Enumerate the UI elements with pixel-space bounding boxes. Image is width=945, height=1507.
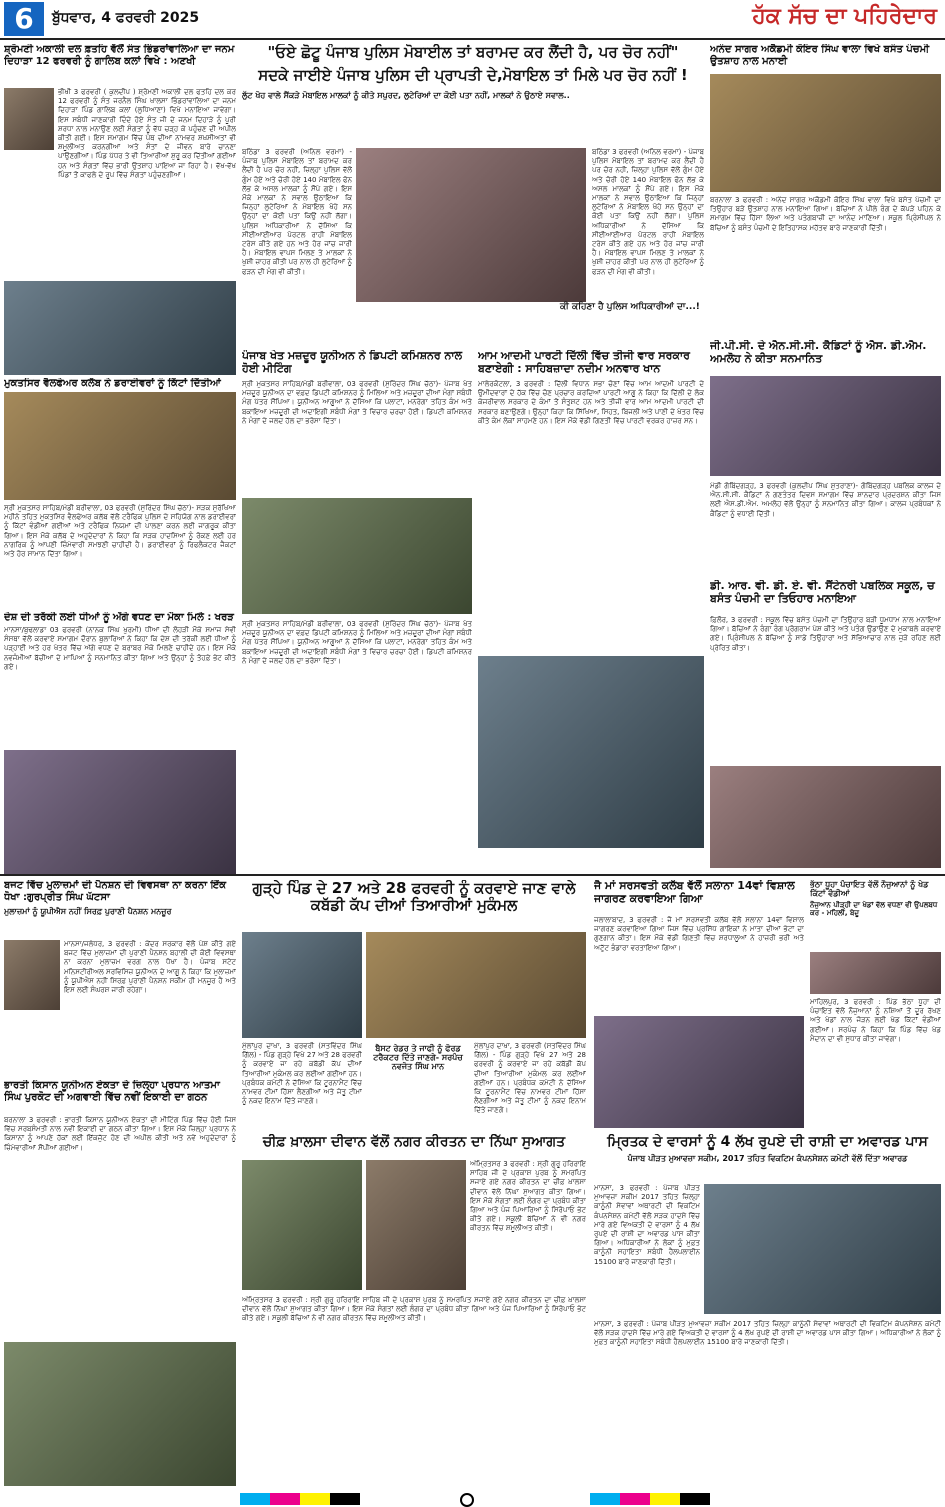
article-mobile: [242, 44, 704, 342]
article-jagran: [594, 880, 804, 1130]
article-aap: [478, 350, 704, 850]
article-photo: [4, 1342, 236, 1486]
headline: ਭਾਰਤੀ ਕਿਸਾਨ ਯੂਨੀਅਨ ਏਕਤਾ ਦੇ ਜ਼ਿਲ੍ਹਾ ਪ੍ਰਧਾਨ ਆਤਮਾ ਸਿੰਘ ਪੁਰਕੋਟ ਦੀ ਅਗਵਾਈ ਵਿੱਚ ਨਵੀਂ ਇਕਾਈ ਦਾ ਗਠਨ: [4, 1080, 220, 1103]
pullquote: ਬੈਸਟ ਰੇਡਰ ਤੇ ਜਾਫੀ ਨੂੰ ਫੋਰਡ ਟਰੈਕਟਰ ਦਿੱਤੇ ਜਾਣਗੇ- ਸਰਪੰਚ ਨਵਜੋਤ ਸਿੰਘ ਮਾਨ: [373, 1044, 463, 1072]
article-body: ਮੰਡੀ ਗੋਬਿੰਦਗੜ੍ਹ, 3 ਫਰਵਰੀ (ਕੁਲਦੀਪ ਸਿੰਘ ਸ਼ੁਤਰਾਣਾ)- ਗੋਬਿੰਦਗੜ੍ਹ ਪਬਲਿਕ ਕਾਲਜ ਦੇ ਐਨ.ਸੀ.ਸੀ. ਕੈਡਿਟਾਂ ਨੇ ਗਣਤੰਤਰ ਦਿਵਸ ਸਮਾਗਮ ਵਿੱਚ ਸ਼ਾਨਦਾਰ ਪ੍ਰਦਰਸ਼ਨ ਕੀਤਾ ਜਿਸ ਲਈ ਐਸ.ਡੀ.ਐਮ. ਅਮਲੋਹ ਵੱਲੋਂ ਉਨ੍ਹਾਂ ਨੂੰ ਸਨਮਾਨਿਤ ਕੀਤਾ ਗਿਆ। ਕਾਲਜ ਪ੍ਰਬੰਧਕਾਂ ਨੇ ਕੈਡਿਟਾਂ ਨੂੰ ਵਧਾਈ ਦਿੱਤੀ।: [710, 482, 941, 518]
headline: ਗੁੜ੍ਹੇ ਪਿੰਡ ਦੇ 27 ਅਤੇ 28 ਫਰਵਰੀ ਨੂੰ ਕਰਵਾਏ ਜਾਣ ਵਾਲੇ ਕਬੱਡੀ ਕੱਪ ਦੀਆਂ ਤਿਆਰੀਆਂ ਮੁਕੰਮਲ: [252, 880, 576, 915]
article-body: ਭੀਖੀ 3 ਫਰਵਰੀ ( ਕੁਲਦੀਪ ) ਸ਼੍ਰੋਮਣੀ ਅਕਾਲੀ ਦਲ ਫਤਹਿ ਦਲ ਕਰ 12 ਫਰਵਰੀ ਨੂੰ ਸੰਤ ਜਰਨੈਲ ਸਿੰਘ ਖਾਲਸਾ ਭਿੰਡਰਾਂਵਾਲਿਆ ਦਾ ਜਨਮ ਦਿਹਾੜਾ ਪਿੰਡ ਗਾਲਿਬ ਕਲਾਂ (ਲੁਧਿਆਣਾ) ਵਿਖੇ ਮਨਾਇਆ ਜਾਵੇਗਾ। ਇਸ ਸਬੰਧੀ ਜਾਣਕਾਰੀ ਦਿੰਦੇ ਹੋਏ ਸੰਤ ਜੀ ਦੇ ਜਨਮ ਦਿਹਾੜੇ ਨੂੰ ਪੂਰੀ ਸ਼ਰਧਾ ਨਾਲ ਮਨਾਉਣ ਲਈ ਸੰਗਤਾਂ ਨੂੰ ਵੱਧ ਚੜ੍ਹ ਕੇ ਪਹੁੰਚਣ ਦੀ ਅਪੀਲ ਕੀਤੀ ਗਈ। ਇਸ ਸਮਾਗਮ ਵਿੱਚ ਪੰਥ ਦੀਆਂ ਨਾਮਵਰ ਸ਼ਖ਼ਸੀਅਤਾਂ ਵੀ ਸ਼ਮੂਲੀਅਤ ਕਰਨਗੀਆਂ ਅਤੇ ਸੰਤਾਂ ਦੇ ਜੀਵਨ ਬਾਰੇ ਚਾਨਣਾ ਪਾਉਣਗੀਆਂ। ਪਿੰਡ ਪੱਧਰ ਤੇ ਵੀ ਤਿਆਰੀਆਂ ਸ਼ੁਰੂ ਕਰ ਦਿੱਤੀਆਂ ਗਈਆਂ ਹਨ ਅਤੇ ਸੰਗਤਾਂ ਵਿੱਚ ਭਾਰੀ ਉਤਸ਼ਾਹ ਪਾਇਆ ਜਾ ਰਿਹਾ ਹੈ। ਵੱਖ-ਵੱਖ ਪਿੰਡਾਂ ਤੋਂ ਕਾਫਲੇ ਦੇ ਰੂਪ ਵਿੱਚ ਸੰਗਤਾਂ ਪਹੁੰਚਣਗੀਆਂ।: [58, 88, 236, 179]
article-photo: [242, 1160, 362, 1290]
headline: ਮੁਕਤਸਿਰ ਵੈਲਫੇਅਰ ਕਲੱਬ ਨੇ ਡਰਾਈਵਰਾਂ ਨੂੰ ਕਿੱਟਾਂ ਦਿੱਤੀਆਂ: [4, 378, 221, 389]
article-award: [594, 1134, 941, 1490]
article-body: ਮੁੱਲਾਂਪੁਰ ਦਾਖਾ, 3 ਫਰਵਰੀ (ਸਤਵਿੰਦਰ ਸਿੰਘ ਗਿੱਲ) - ਪਿੰਡ ਗੁੜ੍ਹੇ ਵਿਖੇ 27 ਅਤੇ 28 ਫਰਵਰੀ ਨੂੰ ਕਰਵਾਏ ਜਾ ਰਹੇ ਕਬੱਡੀ ਕੱਪ ਦੀਆਂ ਤਿਆਰੀਆਂ ਮੁਕੰਮਲ ਕਰ ਲਈਆਂ ਗਈਆਂ ਹਨ। ਪ੍ਰਬੰਧਕ ਕਮੇਟੀ ਨੇ ਦੱਸਿਆ ਕਿ ਟੂਰਨਾਮੈਂਟ ਵਿੱਚ ਨਾਮਵਰ ਟੀਮਾਂ ਹਿੱਸਾ ਲੈਣਗੀਆਂ ਅਤੇ ਜੇਤੂ ਟੀਮਾਂ ਨੂੰ ਨਕਦ ਇਨਾਮ ਦਿੱਤੇ ਜਾਣਗੇ।: [242, 1042, 362, 1106]
article-photo: [4, 750, 236, 876]
article-body: ਬਰਨਾਲਾ 3 ਫਰਵਰੀ : ਭਾਰਤੀ ਕਿਸਾਨ ਯੂਨੀਅਨ ਏਕਤਾ ਦੀ ਮੀਟਿੰਗ ਪਿੰਡ ਵਿੱਚ ਹੋਈ ਜਿਸ ਵਿੱਚ ਸਰਬਸੰਮਤੀ ਨਾਲ ਨਵੀਂ ਇਕਾਈ ਦਾ ਗਠਨ ਕੀਤਾ ਗਿਆ। ਇਸ ਮੌਕੇ ਜ਼ਿਲ੍ਹਾ ਪ੍ਰਧਾਨ ਨੇ ਕਿਸਾਨਾਂ ਨੂੰ ਆਪਣੇ ਹੱਕਾਂ ਲਈ ਇੱਕਜੁੱਟ ਹੋਣ ਦੀ ਅਪੀਲ ਕੀਤੀ ਅਤੇ ਨਵੇਂ ਅਹੁਦੇਦਾਰਾਂ ਨੂੰ ਜ਼ਿੰਮੇਵਾਰੀਆਂ ਸੌਂਪੀਆਂ ਗਈਆਂ।: [4, 1116, 236, 1152]
kicker: ਪੰਜਾਬ ਪੀੜਤ ਮੁਆਵਜ਼ਾ ਸਕੀਮ, 2017 ਤਹਿਤ ਵਿਕਟਿਮ ਕੰਪਨਸੇਸ਼ਨ ਕਮੇਟੀ ਵੱਲੋਂ ਦਿੱਤਾ ਅਵਾਰਡ: [627, 1154, 908, 1164]
page-number: 6: [4, 2, 44, 36]
article-photo: [478, 656, 704, 848]
article-bku: [4, 1080, 236, 1488]
article-dav: [710, 580, 941, 870]
article-photo: [710, 376, 941, 476]
article-body: ਫ਼ਿਲੌਰ, 3 ਫਰਵਰੀ : ਸਕੂਲ ਵਿੱਚ ਬਸੰਤ ਪੰਚਮੀ ਦਾ ਤਿਉਹਾਰ ਬੜੀ ਧੂਮਧਾਮ ਨਾਲ ਮਨਾਇਆ ਗਿਆ। ਬੱਚਿਆਂ ਨੇ ਰੰਗਾ ਰੰਗ ਪ੍ਰੋਗਰਾਮ ਪੇਸ਼ ਕੀਤੇ ਅਤੇ ਪਤੰਗ ਉਡਾਉਣ ਦੇ ਮੁਕਾਬਲੇ ਕਰਵਾਏ ਗਏ। ਪ੍ਰਿੰਸੀਪਲ ਨੇ ਬੱਚਿਆਂ ਨੂੰ ਸਾਡੇ ਤਿਉਹਾਰਾਂ ਅਤੇ ਸੱਭਿਆਚਾਰ ਨਾਲ ਜੁੜੇ ਰਹਿਣ ਲਈ ਪ੍ਰੇਰਿਤ ਕੀਤਾ।: [710, 616, 941, 652]
page-header: [0, 0, 945, 40]
article-photo: [4, 392, 236, 500]
registration-mark-icon: [460, 1493, 474, 1507]
article-photo: [810, 952, 941, 994]
article-body: ਬਰਨਾਲਾ 3 ਫਰਵਰੀ : ਅਨੰਦ ਸਾਗਰ ਅਕੈਡਮੀ ਕੋਇਰ ਸਿੰਘ ਵਾਲਾ ਵਿਖੇ ਬਸੰਤ ਪੰਚਮੀ ਦਾ ਤਿਉਹਾਰ ਬੜੇ ਉਤਸ਼ਾਹ ਨਾਲ ਮਨਾਇਆ ਗਿਆ। ਬੱਚਿਆਂ ਨੇ ਪੀਲੇ ਰੰਗ ਦੇ ਕੱਪੜੇ ਪਹਿਨ ਕੇ ਸਮਾਗਮ ਵਿੱਚ ਹਿੱਸਾ ਲਿਆ ਅਤੇ ਪਤੰਗਬਾਜ਼ੀ ਦਾ ਆਨੰਦ ਮਾਣਿਆ। ਸਕੂਲ ਪ੍ਰਿੰਸੀਪਲ ਨੇ ਬੱਚਿਆਂ ਨੂੰ ਬਸੰਤ ਪੰਚਮੀ ਦੇ ਇਤਿਹਾਸਕ ਮਹੱਤਵ ਬਾਰੇ ਜਾਣਕਾਰੀ ਦਿੱਤੀ।: [710, 196, 941, 232]
article-photo: [4, 281, 236, 375]
headline: ਪੰਜਾਬ ਖੇਤ ਮਜ਼ਦੂਰ ਯੂਨੀਅਨ ਨੇ ਡਿਪਟੀ ਕਮਿਸ਼ਨਰ ਨਾਲ ਹੋਈ ਮੀਟਿੰਗ: [242, 350, 462, 375]
headline-secondary: ਸਦਕੇ ਜਾਈਏ ਪੰਜਾਬ ਪੁਲਿਸ ਦੀ ਪ੍ਰਾਪਤੀ ਦੇ,ਮੋਬਾਇਲ ਤਾਂ ਮਿਲੇ ਪਰ ਚੋਰ ਨਹੀਂ !: [258, 66, 688, 85]
article-body: ਮਾਹਿਲਪੁਰ, 3 ਫਰਵਰੀ : ਪਿੰਡ ਭੱਠਾ ਧੂਹਾ ਦੀ ਪੰਚਾਇਤ ਵੱਲੋਂ ਨੌਜੁਆਨਾਂ ਨੂੰ ਨਸ਼ਿਆਂ ਤੋਂ ਦੂਰ ਰੱਖਣ ਅਤੇ ਖੇਡਾਂ ਨਾਲ ਜੋੜਨ ਲਈ ਖੇਡ ਕਿੱਟਾਂ ਵੰਡੀਆਂ ਗਈਆਂ। ਸਰਪੰਚ ਨੇ ਕਿਹਾ ਕਿ ਪਿੰਡ ਵਿੱਚ ਖੇਡ ਮੈਦਾਨ ਦਾ ਵੀ ਸੁਧਾਰ ਕੀਤਾ ਜਾਵੇਗਾ।: [810, 998, 941, 1043]
article-photo: [710, 766, 941, 868]
headline: ਸ਼੍ਰੋਮਣੀ ਅਕਾਲੀ ਦਲ ਫ਼ਤਹਿ ਵੱਲੋਂ ਸੰਤ ਭਿੰਡਰਾਂਵਾਲਿਆ ਦਾ ਜਨਮ ਦਿਹਾੜਾ 12 ਫਰਵਰੀ ਨੂੰ ਗਾਲਿਬ ਕਲਾਂ ਵਿਖੇ : ਅਣਖੀ: [4, 44, 235, 67]
article-body-continued: ਮਾਨਸਾ, 3 ਫਰਵਰੀ : ਪੰਜਾਬ ਪੀੜਤ ਮੁਆਵਜ਼ਾ ਸਕੀਮ 2017 ਤਹਿਤ ਜ਼ਿਲ੍ਹਾ ਕਾਨੂੰਨੀ ਸੇਵਾਵਾਂ ਅਥਾਰਟੀ ਦੀ ਵਿਕਟਿਮ ਕੰਪਨਸੇਸ਼ਨ ਕਮੇਟੀ ਵੱਲੋਂ ਸੜਕ ਹਾਦਸੇ ਵਿੱਚ ਮਾਰੇ ਗਏ ਵਿਅਕਤੀ ਦੇ ਵਾਰਸਾਂ ਨੂੰ 4 ਲੱਖ ਰੁਪਏ ਦੀ ਰਾਸ਼ੀ ਦਾ ਅਵਾਰਡ ਪਾਸ ਕੀਤਾ ਗਿਆ। ਅਧਿਕਾਰੀਆਂ ਨੇ ਲੋਕਾਂ ਨੂੰ ਮੁਫ਼ਤ ਕਾਨੂੰਨੀ ਸਹਾਇਤਾ ਸਬੰਧੀ ਹੈਲਪਲਾਈਨ 15100 ਬਾਰੇ ਜਾਣਕਾਰੀ ਦਿੱਤੀ।: [594, 1320, 941, 1347]
print-color-bar-left: [240, 1493, 360, 1505]
article-body: ਸ੍ਰੀ ਮੁਕਤਸਰ ਸਾਹਿਬ/ਮੰਡੀ ਬਰੀਵਾਲਾ, 03 ਫਰਵਰੀ (ਸੁਰਿੰਦਰ ਸਿੰਘ ਚੱਠਾ)- ਸੜਕ ਸੁਰੱਖਿਆ ਮਹੀਨੇ ਤਹਿਤ ਮੁਕਤਸਿਰ ਵੈਲਫੇਅਰ ਕਲੱਬ ਵੱਲੋਂ ਟਰੈਫਿਕ ਪੁਲਿਸ ਦੇ ਸਹਿਯੋਗ ਨਾਲ ਡਰਾਈਵਰਾਂ ਨੂੰ ਕਿੱਟਾਂ ਵੰਡੀਆਂ ਗਈਆਂ ਅਤੇ ਟਰੈਫਿਕ ਨਿਯਮਾਂ ਦੀ ਪਾਲਣਾ ਕਰਨ ਲਈ ਜਾਗਰੂਕ ਕੀਤਾ ਗਿਆ। ਇਸ ਮੌਕੇ ਕਲੱਬ ਦੇ ਅਹੁਦੇਦਾਰਾਂ ਨੇ ਕਿਹਾ ਕਿ ਸੜਕ ਹਾਦਸਿਆਂ ਨੂੰ ਰੋਕਣ ਲਈ ਹਰ ਨਾਗਰਿਕ ਨੂੰ ਆਪਣੀ ਜ਼ਿੰਮੇਵਾਰੀ ਸਮਝਣੀ ਚਾਹੀਦੀ ਹੈ। ਡਰਾਈਵਰਾਂ ਨੂੰ ਰਿਫਲੈਕਟਰ ਜੈਕਟਾਂ ਅਤੇ ਹੋਰ ਸਾਮਾਨ ਦਿੱਤਾ ਗਿਆ।: [4, 504, 236, 559]
article-photo: [366, 1160, 466, 1290]
print-color-bar-right: [590, 1493, 710, 1505]
article-photo: [594, 1016, 804, 1128]
article-nagar: [242, 1134, 586, 1490]
article-body: ਮਾਨਸਾ, 3 ਫਰਵਰੀ : ਪੰਜਾਬ ਪੀੜਤ ਮੁਆਵਜ਼ਾ ਸਕੀਮ 2017 ਤਹਿਤ ਜ਼ਿਲ੍ਹਾ ਕਾਨੂੰਨੀ ਸੇਵਾਵਾਂ ਅਥਾਰਟੀ ਦੀ ਵਿਕਟਿਮ ਕੰਪਨਸੇਸ਼ਨ ਕਮੇਟੀ ਵੱਲੋਂ ਸੜਕ ਹਾਦਸੇ ਵਿੱਚ ਮਾਰੇ ਗਏ ਵਿਅਕਤੀ ਦੇ ਵਾਰਸਾਂ ਨੂੰ 4 ਲੱਖ ਰੁਪਏ ਦੀ ਰਾਸ਼ੀ ਦਾ ਅਵਾਰਡ ਪਾਸ ਕੀਤਾ ਗਿਆ। ਅਧਿਕਾਰੀਆਂ ਨੇ ਲੋਕਾਂ ਨੂੰ ਮੁਫ਼ਤ ਕਾਨੂੰਨੀ ਸਹਾਇਤਾ ਸਬੰਧੀ ਹੈਲਪਲਾਈਨ 15100 ਬਾਰੇ ਜਾਣਕਾਰੀ ਦਿੱਤੀ।: [594, 1184, 700, 1266]
article-anand: [710, 44, 941, 336]
subheadline: ਮੁਲਾਜ਼ਮਾਂ ਨੂੰ ਯੂਪੀਐਸ ਨਹੀਂ ਸਿਰਫ਼ ਪੁਰਾਣੀ ਪੈਨਸ਼ਨ ਮਨਜ਼ੂਰ: [4, 907, 172, 916]
article-body: ਅੰਮ੍ਰਿਤਸਰ 3 ਫਰਵਰੀ : ਸ੍ਰੀ ਗੁਰੂ ਹਰਿਰਾਇ ਸਾਹਿਬ ਜੀ ਦੇ ਪ੍ਰਕਾਸ਼ ਪੁਰਬ ਨੂੰ ਸਮਰਪਿਤ ਸਜਾਏ ਗਏ ਨਗਰ ਕੀਰਤਨ ਦਾ ਚੀਫ਼ ਖ਼ਾਲਸਾ ਦੀਵਾਨ ਵੱਲੋਂ ਨਿੱਘਾ ਸੁਆਗਤ ਕੀਤਾ ਗਿਆ। ਇਸ ਮੌਕੇ ਸੰਗਤਾਂ ਲਈ ਲੰਗਰ ਦਾ ਪ੍ਰਬੰਧ ਕੀਤਾ ਗਿਆ ਅਤੇ ਪੰਜ ਪਿਆਰਿਆਂ ਨੂੰ ਸਿਰੋਪਾਓ ਭੇਟ ਕੀਤੇ ਗਏ। ਸਕੂਲੀ ਬੱਚਿਆਂ ਨੇ ਵੀ ਨਗਰ ਕੀਰਤਨ ਵਿੱਚ ਸ਼ਮੂਲੀਅਤ ਕੀਤੀ।: [470, 1160, 586, 1233]
kicker: ਨੌਜੁਆਨ ਪੀੜ੍ਹੀ ਦਾ ਖੇਡਾਂ ਵੱਲ ਵਧਣਾ ਵੀ ਉਪਲਬਧ ਕਰ - ਮਹਿਲੀ, ਬੇਦੂ: [810, 901, 938, 918]
header-rule: [0, 38, 945, 40]
article-body-continued: ਬਠਿੰਡਾ 3 ਫਰਵਰੀ (ਅਨਿਲ ਵਰਮਾ) - ਪੰਜਾਬ ਪੁਲਿਸ ਮੋਬਾਇਲ ਤਾਂ ਬਰਾਮਦ ਕਰ ਲੈਂਦੀ ਹੈ ਪਰ ਚੋਰ ਨਹੀਂ, ਜ਼ਿਲ੍ਹਾ ਪੁਲਿਸ ਵੱਲੋਂ ਗੁੰਮ ਹੋਏ ਅਤੇ ਚੋਰੀ ਹੋਏ 140 ਮੋਬਾਇਲ ਫੋਨ ਲੱਭ ਕੇ ਅਸਲ ਮਾਲਕਾਂ ਨੂੰ ਸੌਂਪੇ ਗਏ। ਇਸ ਮੌਕੇ ਮਾਲਕਾਂ ਨੇ ਸਵਾਲ ਉਠਾਇਆ ਕਿ ਜਿਨ੍ਹਾਂ ਲੁਟੇਰਿਆਂ ਨੇ ਮੋਬਾਇਲ ਖੋਹੇ ਸਨ ਉਨ੍ਹਾਂ ਦਾ ਕੋਈ ਪਤਾ ਕਿਉਂ ਨਹੀਂ ਲੱਗਾ। ਪੁਲਿਸ ਅਧਿਕਾਰੀਆਂ ਨੇ ਦੱਸਿਆ ਕਿ ਸੀਈਆਈਆਰ ਪੋਰਟਲ ਰਾਹੀਂ ਮੋਬਾਇਲ ਟਰੇਸ ਕੀਤੇ ਗਏ ਹਨ ਅਤੇ ਹੋਰ ਜਾਂਚ ਜਾਰੀ ਹੈ। ਮੋਬਾਇਲ ਵਾਪਸ ਮਿਲਣ ਤੇ ਮਾਲਕਾਂ ਨੇ ਖੁਸ਼ੀ ਜ਼ਾਹਰ ਕੀਤੀ ਪਰ ਨਾਲ ਹੀ ਲੁਟੇਰਿਆਂ ਨੂੰ ਫੜਨ ਦੀ ਮੰਗ ਵੀ ਕੀਤੀ।: [592, 148, 704, 276]
article-body-continued: ਸ੍ਰੀ ਮੁਕਤਸਰ ਸਾਹਿਬ/ਮੰਡੀ ਬਰੀਵਾਲਾ, 03 ਫਰਵਰੀ (ਸੁਰਿੰਦਰ ਸਿੰਘ ਚੱਠਾ)- ਪੰਜਾਬ ਖੇਤ ਮਜ਼ਦੂਰ ਯੂਨੀਅਨ ਦਾ ਵਫ਼ਦ ਡਿਪਟੀ ਕਮਿਸ਼ਨਰ ਨੂੰ ਮਿਲਿਆ ਅਤੇ ਮਜ਼ਦੂਰਾਂ ਦੀਆਂ ਮੰਗਾਂ ਸਬੰਧੀ ਮੰਗ ਪੱਤਰ ਸੌਂਪਿਆ। ਯੂਨੀਅਨ ਆਗੂਆਂ ਨੇ ਦੱਸਿਆ ਕਿ ਪਲਾਟਾਂ, ਮਨਰੇਗਾ ਤਹਿਤ ਕੰਮ ਅਤੇ ਬਕਾਇਆ ਮਜ਼ਦੂਰੀ ਦੀ ਅਦਾਇਗੀ ਸਬੰਧੀ ਮੰਗਾਂ ਤੇ ਵਿਚਾਰ ਚਰਚਾ ਹੋਈ। ਡਿਪਟੀ ਕਮਿਸ਼ਨਰ ਨੇ ਮੰਗਾਂ ਦੇ ਜਲਦ ਹੱਲ ਦਾ ਭਰੋਸਾ ਦਿੱਤਾ।: [242, 620, 472, 665]
headline: ਮ੍ਰਿਤਕ ਦੇ ਵਾਰਸਾਂ ਨੂੰ 4 ਲੱਖ ਰੁਪਏ ਦੀ ਰਾਸ਼ੀ ਦਾ ਅਵਾਰਡ ਪਾਸ: [607, 1134, 928, 1150]
section-rule: [0, 874, 945, 876]
article-muktsar: [4, 378, 236, 606]
kicker: ਲੁੱਟ ਖੋਹ ਵਾਲੇ ਸੈਂਕੜੇ ਮੋਬਾਇਲ ਮਾਲਕਾਂ ਨੂੰ ਕੀਤੇ ਸਪੁਰਦ, ਲੁਟੇਰਿਆਂ ਦਾ ਕੋਈ ਪਤਾ ਨਹੀਂ, ਮਾਲਕਾਂ ਨੇ ਉਠਾਏ ਸਵਾਲ..: [242, 90, 570, 100]
article-mazdoor: [242, 350, 472, 850]
headline: ਭੱਠਾ ਧੂਹਾ ਪੰਚਾਇਤ ਵੱਲੋਂ ਨੌਜੁਆਨਾਂ ਨੂੰ ਖੇਡ ਕਿੱਟਾਂ ਵੰਡੀਆਂ: [810, 880, 929, 899]
portrait-photo: [4, 940, 60, 1010]
article-gpc: [710, 340, 941, 576]
article-kharar: [4, 612, 236, 878]
headline: "ਓਏ ਛੋਟੂ ਪੰਜਾਬ ਪੁਲਿਸ ਮੋਬਾਈਲ ਤਾਂ ਬਰਾਮਦ ਕਰ ਲੈਂਦੀ ਹੈ, ਪਰ ਚੋਰ ਨਹੀਂ": [267, 44, 679, 61]
article-kabaddi: [242, 880, 586, 1128]
article-photo: [356, 148, 586, 302]
article-photo: [242, 498, 472, 614]
issue-date: ਬੁੱਧਵਾਰ, 4 ਫਰਵਰੀ 2025: [52, 10, 200, 26]
headline: ਜੈ ਮਾਂ ਸਰਸਵਤੀ ਕਲੱਬ ਵੱਲੋਂ ਸਲਾਨਾ 14ਵਾਂ ਵਿਸ਼ਾਲ ਜਾਗਰਣ ਕਰਵਾਇਆ ਗਿਆ: [594, 880, 795, 905]
article-photo: [242, 932, 362, 1038]
headline: ਡੀ. ਆਰ. ਵੀ. ਡੀ. ਏ. ਵੀ. ਸੈਂਟੇਨਰੀ ਪਬਲਿਕ ਸਕੂਲ, ਚ ਬਸੰਤ ਪੰਚਮੀ ਦਾ ਤਿਓਹਾਰ ਮਨਾਇਆ: [710, 580, 935, 605]
article-body-continued: ਮੁੱਲਾਂਪੁਰ ਦਾਖਾ, 3 ਫਰਵਰੀ (ਸਤਵਿੰਦਰ ਸਿੰਘ ਗਿੱਲ) - ਪਿੰਡ ਗੁੜ੍ਹੇ ਵਿਖੇ 27 ਅਤੇ 28 ਫਰਵਰੀ ਨੂੰ ਕਰਵਾਏ ਜਾ ਰਹੇ ਕਬੱਡੀ ਕੱਪ ਦੀਆਂ ਤਿਆਰੀਆਂ ਮੁਕੰਮਲ ਕਰ ਲਈਆਂ ਗਈਆਂ ਹਨ। ਪ੍ਰਬੰਧਕ ਕਮੇਟੀ ਨੇ ਦੱਸਿਆ ਕਿ ਟੂਰਨਾਮੈਂਟ ਵਿੱਚ ਨਾਮਵਰ ਟੀਮਾਂ ਹਿੱਸਾ ਲੈਣਗੀਆਂ ਅਤੇ ਜੇਤੂ ਟੀਮਾਂ ਨੂੰ ਨਕਦ ਇਨਾਮ ਦਿੱਤੇ ਜਾਣਗੇ।: [474, 1042, 586, 1115]
article-body-continued: ਅੰਮ੍ਰਿਤਸਰ 3 ਫਰਵਰੀ : ਸ੍ਰੀ ਗੁਰੂ ਹਰਿਰਾਇ ਸਾਹਿਬ ਜੀ ਦੇ ਪ੍ਰਕਾਸ਼ ਪੁਰਬ ਨੂੰ ਸਮਰਪਿਤ ਸਜਾਏ ਗਏ ਨਗਰ ਕੀਰਤਨ ਦਾ ਚੀਫ਼ ਖ਼ਾਲਸਾ ਦੀਵਾਨ ਵੱਲੋਂ ਨਿੱਘਾ ਸੁਆਗਤ ਕੀਤਾ ਗਿਆ। ਇਸ ਮੌਕੇ ਸੰਗਤਾਂ ਲਈ ਲੰਗਰ ਦਾ ਪ੍ਰਬੰਧ ਕੀਤਾ ਗਿਆ ਅਤੇ ਪੰਜ ਪਿਆਰਿਆਂ ਨੂੰ ਸਿਰੋਪਾਓ ਭੇਟ ਕੀਤੇ ਗਏ। ਸਕੂਲੀ ਬੱਚਿਆਂ ਨੇ ਵੀ ਨਗਰ ਕੀਰਤਨ ਵਿੱਚ ਸ਼ਮੂਲੀਅਤ ਕੀਤੀ।: [242, 1296, 586, 1323]
article-body: ਮਾਨਸਾ/ਬੁਢਲਾਡਾ 03 ਫਰਵਰੀ (ਨਾਨਕ ਸਿੰਘ ਖੁਰਮੀ) ਧੀਆਂ ਦੀ ਲੋਹੜੀ ਮੌਕੇ ਸਮਾਜ ਸੇਵੀ ਸੰਸਥਾ ਵੱਲੋਂ ਕਰਵਾਏ ਸਮਾਗਮ ਦੌਰਾਨ ਬੁਲਾਰਿਆਂ ਨੇ ਕਿਹਾ ਕਿ ਦੇਸ਼ ਦੀ ਤਰੱਕੀ ਲਈ ਧੀਆਂ ਨੂੰ ਪੜ੍ਹਾਈ ਅਤੇ ਹਰ ਖੇਤਰ ਵਿੱਚ ਅੱਗੇ ਵਧਣ ਦੇ ਬਰਾਬਰ ਮੌਕੇ ਮਿਲਣੇ ਚਾਹੀਦੇ ਹਨ। ਇਸ ਮੌਕੇ ਨਵਜੰਮੀਆਂ ਬੱਚੀਆਂ ਦੇ ਮਾਪਿਆਂ ਨੂੰ ਸਨਮਾਨਿਤ ਕੀਤਾ ਗਿਆ ਅਤੇ ਉਨ੍ਹਾਂ ਨੂੰ ਤੋਹਫ਼ੇ ਭੇਟ ਕੀਤੇ ਗਏ।: [4, 626, 236, 671]
article-bhatha: [810, 880, 941, 1130]
headline: ਆਮ ਆਦਮੀ ਪਾਰਟੀ ਦਿੱਲੀ ਵਿੱਚ ਤੀਜੀ ਵਾਰ ਸਰਕਾਰ ਬਣਾਏਗੀ : ਸਾਹਿਬਜ਼ਾਦਾ ਨਦੀਮ ਅਨਵਾਰ ਖਾਨ: [478, 350, 690, 375]
article-body: ਮਾਨਸਾ/ਜਲੰਧਰ, 3 ਫਰਵਰੀ : ਕੇਂਦਰ ਸਰਕਾਰ ਵੱਲੋਂ ਪੇਸ਼ ਕੀਤੇ ਗਏ ਬਜਟ ਵਿੱਚ ਮੁਲਾਜ਼ਮਾਂ ਦੀ ਪੁਰਾਣੀ ਪੈਨਸ਼ਨ ਬਹਾਲੀ ਦੀ ਕੋਈ ਵਿਵਸਥਾ ਨਾ ਕਰਨਾ ਮੁਲਾਜ਼ਮ ਵਰਗ ਨਾਲ ਧੋਖਾ ਹੈ। ਪੰਜਾਬ ਸਟੇਟ ਮਨਿਸਟੀਰੀਅਲ ਸਰਵਿਸਿਜ਼ ਯੂਨੀਅਨ ਦੇ ਆਗੂ ਨੇ ਕਿਹਾ ਕਿ ਮੁਲਾਜ਼ਮਾਂ ਨੂੰ ਯੂਪੀਐਸ ਨਹੀਂ ਸਿਰਫ਼ ਪੁਰਾਣੀ ਪੈਨਸ਼ਨ ਸਕੀਮ ਹੀ ਮਨਜ਼ੂਰ ਹੈ ਅਤੇ ਇਸ ਲਈ ਸੰਘਰਸ਼ ਜਾਰੀ ਰਹੇਗਾ।: [64, 940, 236, 995]
article-shiromani: [4, 44, 236, 276]
headline: ਬਜਟ ਵਿੱਚ ਮੁਲਾਜ਼ਮਾਂ ਦੀ ਪੈਨਸ਼ਨ ਦੀ ਵਿਵਸਥਾ ਨਾ ਕਰਨਾ ਇੱਕ ਧੋਖਾ :ਗੁਰਪ੍ਰੀਤ ਸਿੰਘ ਘੱਟਸਾ: [4, 880, 227, 903]
headline: ਜੀ.ਪੀ.ਸੀ. ਦੇ ਐਨ.ਸੀ.ਸੀ. ਕੈਡਿਟਾਂ ਨੂੰ ਐਸ. ਡੀ.ਐਮ. ਅਮਲੋਹ ਨੇ ਕੀਤਾ ਸਨਮਾਨਿਤ: [710, 340, 927, 365]
headline: ਦੇਸ਼ ਦੀ ਤਰੱਕੀ ਲਈ ਧੀਆਂ ਨੂੰ ਅੱਗੇ ਵਧਣ ਦਾ ਮੌਕਾ ਮਿਲੇ : ਖਰੜ: [4, 612, 234, 623]
article-budget: [4, 880, 236, 1076]
subhead: ਕੀ ਕਹਿਣਾ ਹੈ ਪੁਲਿਸ ਅਧਿਕਾਰੀਆਂ ਦਾ...!: [560, 302, 700, 312]
headline: ਚੀਫ਼ ਖ਼ਾਲਸਾ ਦੀਵਾਨ ਵੱਲੋਂ ਨਗਰ ਕੀਰਤਨ ਦਾ ਨਿੱਘਾ ਸੁਆਗਤ: [262, 1134, 566, 1150]
masthead: ਹੱਕ ਸੱਚ ਦਾ ਪਹਿਰੇਦਾਰ: [752, 4, 937, 29]
article-body: ਮਾਲੇਰਕੋਟਲਾ, 3 ਫਰਵਰੀ : ਦਿੱਲੀ ਵਿਧਾਨ ਸਭਾ ਚੋਣਾਂ ਵਿੱਚ ਆਮ ਆਦਮੀ ਪਾਰਟੀ ਦੇ ਉਮੀਦਵਾਰਾਂ ਦੇ ਹੱਕ ਵਿੱਚ ਚੋਣ ਪ੍ਰਚਾਰ ਕਰਦਿਆਂ ਪਾਰਟੀ ਆਗੂ ਨੇ ਕਿਹਾ ਕਿ ਦਿੱਲੀ ਦੇ ਲੋਕ ਕੇਜਰੀਵਾਲ ਸਰਕਾਰ ਦੇ ਕੰਮਾਂ ਤੋਂ ਸੰਤੁਸ਼ਟ ਹਨ ਅਤੇ ਤੀਜੀ ਵਾਰ ਆਮ ਆਦਮੀ ਪਾਰਟੀ ਦੀ ਸਰਕਾਰ ਬਣਾਉਣਗੇ। ਉਨ੍ਹਾਂ ਕਿਹਾ ਕਿ ਸਿੱਖਿਆ, ਸਿਹਤ, ਬਿਜਲੀ ਅਤੇ ਪਾਣੀ ਦੇ ਖੇਤਰ ਵਿੱਚ ਕੀਤੇ ਕੰਮ ਲੋਕਾਂ ਸਾਹਮਣੇ ਹਨ। ਇਸ ਮੌਕੇ ਵੱਡੀ ਗਿਣਤੀ ਵਿੱਚ ਪਾਰਟੀ ਵਰਕਰ ਹਾਜ਼ਰ ਸਨ।: [478, 380, 704, 425]
article-body: ਬਠਿੰਡਾ 3 ਫਰਵਰੀ (ਅਨਿਲ ਵਰਮਾ) - ਪੰਜਾਬ ਪੁਲਿਸ ਮੋਬਾਇਲ ਤਾਂ ਬਰਾਮਦ ਕਰ ਲੈਂਦੀ ਹੈ ਪਰ ਚੋਰ ਨਹੀਂ, ਜ਼ਿਲ੍ਹਾ ਪੁਲਿਸ ਵੱਲੋਂ ਗੁੰਮ ਹੋਏ ਅਤੇ ਚੋਰੀ ਹੋਏ 140 ਮੋਬਾਇਲ ਫੋਨ ਲੱਭ ਕੇ ਅਸਲ ਮਾਲਕਾਂ ਨੂੰ ਸੌਂਪੇ ਗਏ। ਇਸ ਮੌਕੇ ਮਾਲਕਾਂ ਨੇ ਸਵਾਲ ਉਠਾਇਆ ਕਿ ਜਿਨ੍ਹਾਂ ਲੁਟੇਰਿਆਂ ਨੇ ਮੋਬਾਇਲ ਖੋਹੇ ਸਨ ਉਨ੍ਹਾਂ ਦਾ ਕੋਈ ਪਤਾ ਕਿਉਂ ਨਹੀਂ ਲੱਗਾ। ਪੁਲਿਸ ਅਧਿਕਾਰੀਆਂ ਨੇ ਦੱਸਿਆ ਕਿ ਸੀਈਆਈਆਰ ਪੋਰਟਲ ਰਾਹੀਂ ਮੋਬਾਇਲ ਟਰੇਸ ਕੀਤੇ ਗਏ ਹਨ ਅਤੇ ਹੋਰ ਜਾਂਚ ਜਾਰੀ ਹੈ। ਮੋਬਾਇਲ ਵਾਪਸ ਮਿਲਣ ਤੇ ਮਾਲਕਾਂ ਨੇ ਖੁਸ਼ੀ ਜ਼ਾਹਰ ਕੀਤੀ ਪਰ ਨਾਲ ਹੀ ਲੁਟੇਰਿਆਂ ਨੂੰ ਫੜਨ ਦੀ ਮੰਗ ਵੀ ਕੀਤੀ।: [242, 148, 352, 276]
article-body: ਜਲਾਲਾਬਾਦ, 3 ਫਰਵਰੀ : ਜੈ ਮਾਂ ਸਰਸਵਤੀ ਕਲੱਬ ਵੱਲੋਂ ਸਲਾਨਾ 14ਵਾਂ ਵਿਸ਼ਾਲ ਜਾਗਰਣ ਕਰਵਾਇਆ ਗਿਆ ਜਿਸ ਵਿੱਚ ਪ੍ਰਸਿੱਧ ਗਾਇਕਾਂ ਨੇ ਮਾਤਾ ਦੀਆਂ ਭੇਟਾਂ ਦਾ ਗੁਣਗਾਨ ਕੀਤਾ। ਇਸ ਮੌਕੇ ਵੱਡੀ ਗਿਣਤੀ ਵਿੱਚ ਸ਼ਰਧਾਲੂਆਂ ਨੇ ਹਾਜ਼ਰੀ ਭਰੀ ਅਤੇ ਅਟੁੱਟ ਭੰਡਾਰਾ ਵਰਤਾਇਆ ਗਿਆ।: [594, 916, 804, 952]
portrait-photo: [4, 88, 54, 150]
article-body: ਸ੍ਰੀ ਮੁਕਤਸਰ ਸਾਹਿਬ/ਮੰਡੀ ਬਰੀਵਾਲਾ, 03 ਫਰਵਰੀ (ਸੁਰਿੰਦਰ ਸਿੰਘ ਚੱਠਾ)- ਪੰਜਾਬ ਖੇਤ ਮਜ਼ਦੂਰ ਯੂਨੀਅਨ ਦਾ ਵਫ਼ਦ ਡਿਪਟੀ ਕਮਿਸ਼ਨਰ ਨੂੰ ਮਿਲਿਆ ਅਤੇ ਮਜ਼ਦੂਰਾਂ ਦੀਆਂ ਮੰਗਾਂ ਸਬੰਧੀ ਮੰਗ ਪੱਤਰ ਸੌਂਪਿਆ। ਯੂਨੀਅਨ ਆਗੂਆਂ ਨੇ ਦੱਸਿਆ ਕਿ ਪਲਾਟਾਂ, ਮਨਰੇਗਾ ਤਹਿਤ ਕੰਮ ਅਤੇ ਬਕਾਇਆ ਮਜ਼ਦੂਰੀ ਦੀ ਅਦਾਇਗੀ ਸਬੰਧੀ ਮੰਗਾਂ ਤੇ ਵਿਚਾਰ ਚਰਚਾ ਹੋਈ। ਡਿਪਟੀ ਕਮਿਸ਼ਨਰ ਨੇ ਮੰਗਾਂ ਦੇ ਜਲਦ ਹੱਲ ਦਾ ਭਰੋਸਾ ਦਿੱਤਾ।: [242, 380, 472, 425]
article-photo: [366, 932, 586, 1038]
headline: ਅਨੰਦ ਸਾਗਰ ਅਕੈਡਮੀ ਕੋਇਰ ਸਿੰਘ ਵਾਲਾ ਵਿਖੇ ਬਸੰਤ ਪੰਚਮੀ ਉਤਸ਼ਾਹ ਨਾਲ ਮਨਾਈ: [710, 44, 930, 67]
article-photo: [704, 1184, 941, 1314]
article-photo: [710, 74, 941, 192]
